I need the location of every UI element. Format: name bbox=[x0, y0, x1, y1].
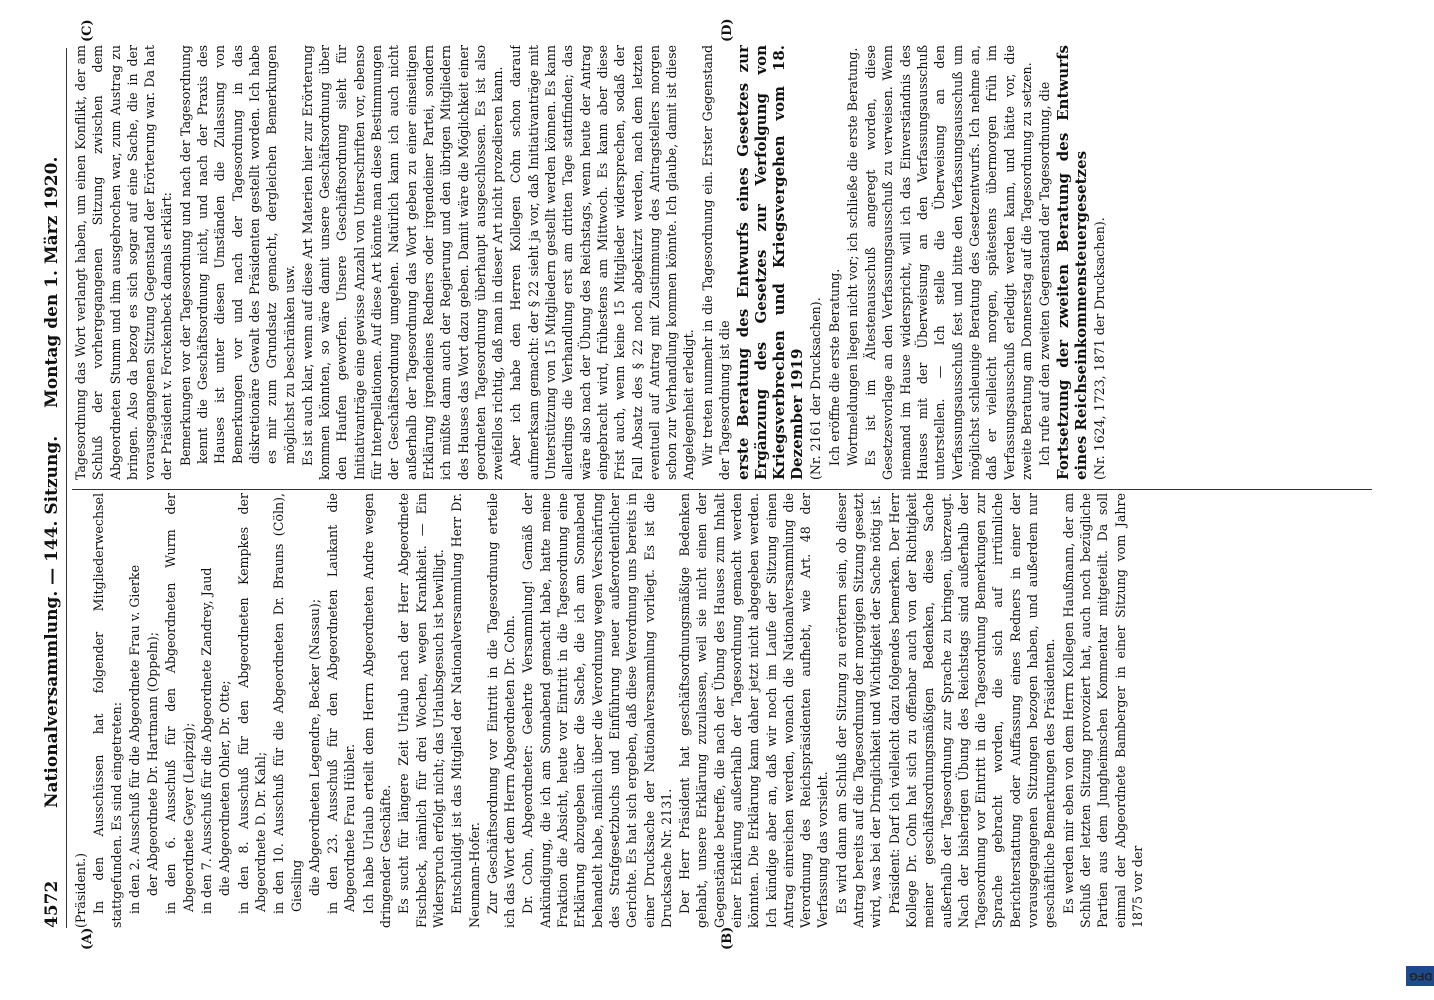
col1-paragraph: Präsident: Darf ich vielleicht dazu folgendes bemerken. Der Herr Kollege Dr. Cohn hat sich zu offenbar auch von der Richtigkeit meiner geschäftsordnungsmäßigen Bedenken, diese Sache außerhalb der Tagesordnung zur Sprache zu bringen, überzeugt. Nach der bisherigen Übung des Reichstags sind außerhalb der Tagesordnung vor Eintritt in die Tagesordnung Bemerkungen zur Sprache gebracht worden, die sich auf irrtümliche Berichterstattung oder Auffassung eines Redners in einer der vorausgegangenen Sitzungen bezogen haben, und außerdem nur geschäftliche Bemerkungen des Präsidenten. bbox=[886, 493, 1058, 928]
col1-paragraph: in den 2. Ausschuß für die Abgeordnete Frau v. Gierke bbox=[126, 564, 142, 914]
margin-marker-a: (A) bbox=[80, 927, 95, 950]
col2-paragraph: Aber ich habe den Herren Kollegen Cohn schon darauf aufmerksam gemacht: der § 22 sieht ja vor, daß Initiativanträge mit Unterstützung von 15 Mitgliedern gestellt werden können. Es kann allerdings die Verhandlung erst am dritten Tage stattfinden; das wäre also nach der Übung des Reichstags, wenn heute der Antrag eingebracht wird, frühestens am Mittwoch. Es kann aber diese Frist auch, wenn keine 15 Mitglieder widersprechen, sodaß der Fall Absatz des § 22 noch abgekürzt werden, nach dem letzten eventuell auf Antrag mit Zustimmung des Antragstellers morgen schon zur Verhandlung kommen könnte. Ich glaube, damit ist diese Angelegenheit erledigt. bbox=[508, 45, 697, 480]
margin-marker-d: (D) bbox=[720, 18, 735, 42]
header-left: Nationalversammlung. — 144. Sitzung. bbox=[42, 435, 62, 808]
margin-marker-c: (C) bbox=[80, 19, 95, 42]
col1-paragraph: die Abgeordneten Ohler, Dr. Otte; bbox=[217, 680, 233, 896]
dfg-logo: DFG bbox=[1406, 966, 1434, 986]
col1-paragraph: in den 8. Ausschuß für den Abgeordneten Kempkes der Abgeordnete D. Dr. Kahl; bbox=[235, 493, 268, 914]
col2-paragraph: (Nr. 1624, 1723, 1871 der Drucksachen). bbox=[1092, 217, 1108, 480]
col2-paragraph: Ich rufe auf den zweiten Gegenstand der Tagesordnung, die bbox=[1037, 81, 1053, 466]
col1-paragraph: der Abgeordnete Dr. Hartmann (Oppeln); bbox=[145, 631, 161, 896]
col1-paragraph: Entschuldigt ist das Mitglied der Nationalversammlung Herr Dr. Neumann-Hofer. bbox=[449, 493, 482, 928]
col2-paragraph: Wortmeldungen liegen nicht vor; ich schließe die erste Beratung. bbox=[844, 47, 860, 466]
col2-paragraph: Bemerkungen vor der Tagesordnung und nach der Tagesordnung kennt die Geschäftsordnung nicht, und nach der Praxis des Hauses ist unter diesen Umständen die Zulassung von Bemerkungen vor und nach der Tagesordnung in das diskretionäre Gewalt des Präsidenten gestellt worden. Ich habe es mir zum Grundsatz gemacht, dergleichen Bemerkungen möglichst zu beschränken usw. bbox=[177, 45, 297, 466]
col1-paragraph: in den 6. Ausschuß für den Abgeordneten Wurm der Abgeordnete Geyer (Leipzig); bbox=[163, 493, 196, 914]
margin-marker-b: (B) bbox=[720, 926, 735, 950]
col1-paragraph: in den 7. Ausschuß für die Abgeordnete Zandrey, Jaud bbox=[199, 567, 215, 914]
col2-paragraph: erste Beratung des Entwurfs eines Gesetzes zur Ergänzung des Gesetzes zur Verfolgung von Kriegsverbrechen und Kriegsvergehen vom 18. Dezember 1919 bbox=[734, 45, 807, 480]
page-header bbox=[42, 48, 67, 928]
text-column-right bbox=[72, 45, 1372, 480]
col1-paragraph: Der Herr Präsident hat geschäftsordnungsmäßige Bedenken gehabt, unsere Erklärung zuzulassen, weil sie nicht einen der Gegenstände betreffe, die nach der Übung des Hauses zum Inhalt einer Erklärung außerhalb der Tagesordnung gemacht werden könnten. Die Erklärung kann daher jetzt nicht abgegeben werden. Ich kündige aber an, daß wir noch im Laufe der Sitzung einen Antrag einreichen werden, wonach die Nationalversammlung die Verordnung des Reichspräsidenten aufhebt, wie Art. 48 der Verfassung das vorsieht. bbox=[677, 493, 831, 928]
col1-paragraph: Dr. Cohn, Abgeordneter: Geehrte Versammlung! Gemäß der Ankündigung, die ich am Sonnabend gemacht habe, hatte meine Fraktion die Absicht, heute vor Eintritt in die Tagesordnung eine Erklärung abzugeben über die Sache, die ich am Sonnabend behandelt habe, nämlich über die Verordnung wegen Verschärfung des Strafgesetzbuchs und Einführung neuer außerordentlicher Gerichte. Es hat sich ergeben, daß diese Verordnung uns bereits in einer Drucksache der Nationalversammlung vorliegt. Es ist die Drucksache Nr. 2131. bbox=[520, 493, 674, 928]
col2-paragraph: Ich eröffne die erste Beratung. bbox=[826, 268, 842, 466]
col2-paragraph: Tagesordnung das Wort verlangt haben, um einen Konflikt, der am Schluß der vorhergegangenen Sitzung zwischen dem Abgeordneten Stumm und ihm ausgebrochen war, zum Austrag zu bringen. Also da bezog es sich sogar auf eine Sache, die in der vorausgegangenen Sitzung Gegenstand der Erörterung war. Da hat der Präsident v. Forckenbeck damals erklärt: bbox=[73, 45, 175, 480]
col2-paragraph: (Nr. 2161 der Drucksachen). bbox=[808, 297, 824, 480]
col2-paragraph: Es ist auch klar, wenn auf diese Art Materien hier zur Erörterung kommen könnten, so wäre damit unsere Geschäftsordnung über den Haufen geworfen. Unsere Geschäftsordnung sieht für Initiativanträge eine gewisse Anzahl von Unterschriften vor, ebenso für Interpellationen. Auf diese Art könnte man diese Bestimmungen der Geschäftsordnung umgehen. Natürlich kann ich auch nicht außerhalb der Tagesordnung das Wort geben zu einer einseitigen Erklärung irgendeines Redners oder irgendeiner Partei, sondern ich müßte dann auch der Regierung und den übrigen Mitgliedern des Hauses das Wort dazu geben. Damit wäre die Möglichkeit einer geordneten Tagesordnung überhaupt ausgeschlossen. Es ist also zweifellos richtig, daß man in dieser Art nicht prozedieren kann. bbox=[299, 45, 506, 480]
col1-paragraph: (Präsident.) bbox=[73, 852, 88, 928]
col1-paragraph: in den 10. Ausschuß für die Abgeordneten Dr. Brauns (Cöln), Giesling bbox=[271, 493, 304, 914]
col1-paragraph: Es wird dann am Schluß der Sitzung zu erörtern sein, ob dieser Antrag bereits auf die Tagesordnung der morgigen Sitzung gesetzt wird, was bei der Dringlichkeit und Wichtigkeit der Sache nötig ist. bbox=[833, 493, 884, 928]
col2-paragraph: Fortsetzung der zweiten Beratung des Entwurfs eines Reichseinkommensteuergesetzes bbox=[1054, 45, 1091, 480]
col1-paragraph: Zur Geschäftsordnung vor Eintritt in die Tagesordnung erteile ich das Wort dem Herrn Abgeordneten Dr. Cohn. bbox=[484, 493, 518, 928]
digitization-credit bbox=[1409, 10, 1433, 990]
col2-paragraph: Wir treten nunmehr in die Tagesordnung ein. Erster Gegenstand der Tagesordnung ist die bbox=[699, 45, 732, 480]
col1-paragraph: Es werden mir eben von dem Herrn Kollegen Haußmann, der am Schluß der letzten Sitzung provoziert hat, auch noch bezügliche Partien aus dem Jungheimschen Kommentar mitgeteilt. Da soll einmal der Abgeordnete Bamberger in einer Sitzung vom Jahre 1875 vor der bbox=[1060, 493, 1145, 928]
col1-paragraph: Es sucht für längere Zeit Urlaub nach der Herr Abgeordnete Fischbeck, nämlich für drei Wochen, wegen Krankheit. — Ein Widerspruch erfolgt nicht; das Urlaubsgesuch ist bewilligt. bbox=[396, 493, 446, 928]
col1-paragraph: die Abgeordneten Legendre, Becker (Nassau); bbox=[306, 598, 322, 896]
col2-paragraph: Es ist im Ältestenausschuß angeregt worden, diese Gesetzesvorlage an den Verfassungsausschuß zu verweisen. Wenn niemand im Hause widerspricht, will ich das Einverständnis des Hauses mit der Überweisung an den Verfassungsausschuß unterstellen. — Ich stelle die Überweisung an den Verfassungsausschuß fest und bitte den Verfassungsausschuß um möglichst schleunige Beratung des Gesetzentwurfs. Ich nehme an, daß er vielleicht morgen, spätestens übermorgen früh im Verfassungsausschuß erledigt werden kann, und hätte vor, die zweite Beratung am Donnerstag auf die Tagesordnung zu setzen. bbox=[863, 45, 1034, 480]
page-number: 4572 bbox=[42, 880, 62, 928]
text-column-left bbox=[72, 493, 1372, 928]
column-divider bbox=[72, 489, 1372, 490]
col1-paragraph: Ich habe Urlaub erteilt dem Herrn Abgeordneten Andre wegen dringender Geschäfte. bbox=[360, 493, 394, 928]
header-right: Montag den 1. März 1920. bbox=[42, 156, 62, 408]
col1-paragraph: in den 23. Ausschuß für den Abgeordneten Laukant die Abgeordnete Frau Hübler. bbox=[325, 493, 358, 914]
col1-paragraph: In den Ausschüssen hat folgender Mitgliederwechsel stattgefunden. Es sind eingetreten: bbox=[91, 493, 124, 928]
